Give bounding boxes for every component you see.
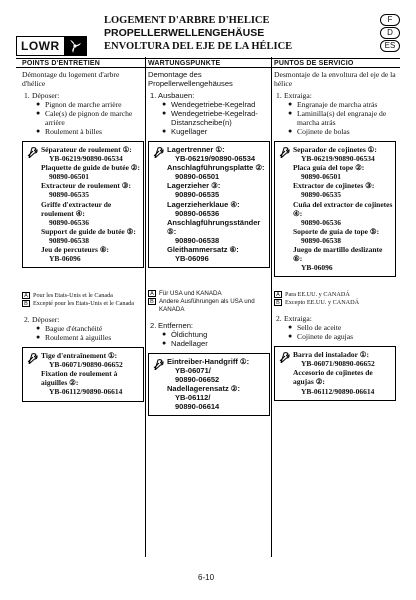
step-1: 1. Extraiga:	[276, 90, 312, 100]
list-item: ● Engranaje de marcha atrás	[288, 100, 378, 110]
note-item: A Für USA und KANADA	[148, 290, 270, 298]
column-heading-spanish: PUNTOS DE SERVICIO	[274, 60, 354, 67]
section-badge	[16, 36, 87, 56]
step-2: 2. Déposer:	[24, 314, 60, 324]
column-french	[22, 66, 144, 402]
column-spanish	[274, 66, 396, 401]
note-item: A Para EE.UU. y CANADÁ	[274, 291, 396, 299]
section-badge-label: LOWR	[21, 39, 60, 53]
parts-list	[288, 323, 396, 341]
list-item: ● Öldichtung	[162, 329, 208, 339]
tool-list: Tige d'entraînement ①: YB-06071/90890-06652 Fixation de roulement à aiguilles ②: YB-06112/90890-06614	[41, 351, 123, 397]
special-tool-box	[274, 141, 396, 277]
title-german: PROPELLERWELLENGEHÄUSE	[104, 27, 265, 39]
note-item: A Pour les Etats-Unis et le Canada	[22, 292, 144, 300]
step-2: 2. Entfernen:	[150, 320, 194, 330]
tool-list: Eintreiber-Handgriff ①: YB-06071/ 90890-06652 Nadellagerensatz ②: YB-06112/ 90890-06614	[167, 356, 250, 412]
column-divider	[271, 57, 272, 557]
tool-list: Lagertrenner ①: YB-06219/90890-06534 Anschlagführungsplatte ②: 90890-06501 Lagerzieher ③: 90890-06535 Lagerzieherklaue ④: 90890-06536 Anschlagführungsständer ⑤: 90890-06538 Gleithammersatz ⑥: YB-06096	[167, 145, 265, 264]
notes	[148, 290, 270, 313]
column-divider	[145, 57, 146, 557]
list-item: ● Sello de aceite	[288, 323, 342, 333]
special-tool-box	[148, 353, 270, 417]
parts-list	[36, 100, 144, 136]
language-tags	[380, 14, 400, 52]
special-tool-box	[148, 141, 270, 268]
wrench-icon	[23, 351, 41, 396]
subheading: Démontage du logement d'arbre d'hélice	[22, 70, 120, 89]
wrench-icon	[23, 145, 41, 263]
step-2: 2. Extraiga:	[276, 313, 312, 323]
step-1	[22, 91, 144, 100]
list-item: ● Pignon de marche arrière	[36, 100, 122, 110]
notes	[274, 291, 396, 307]
list-item: ● Wendegetriebe-Kegelrad-Distanzscheibe(n)	[162, 109, 258, 128]
page-number: 6-10	[198, 573, 215, 582]
list-item: ● Cojinete de agujas	[288, 332, 354, 342]
note-item: B Andere Ausführungen als USA und KANADA	[148, 298, 270, 314]
note-item: B Excepté pour les Etats-Unis et le Canada	[22, 300, 144, 308]
column-heading-german: WARTUNGSPUNKTE	[148, 60, 221, 67]
subheading: Demontage des Propellerwellengehäuses	[148, 70, 233, 89]
tool-list: Barra del instalador ①: YB-06071/90890-06652 Accesorio de cojinetes de agujas ②: YB-06112/90890-06614	[293, 350, 375, 396]
list-item: ● Roulement à billes	[36, 127, 102, 137]
list-item: ● Cojinete de bolas	[288, 127, 350, 137]
list-item: ● Nadellager	[162, 338, 208, 348]
language-tag-f: F	[380, 14, 400, 26]
special-tool-box	[22, 347, 144, 401]
step-1: 1. Ausbauen:	[150, 90, 195, 100]
title-french: LOGEMENT D'ARBRE D'HELICE	[104, 15, 270, 26]
column-german	[148, 66, 270, 416]
parts-list	[162, 330, 270, 348]
list-item: ● Wendegetriebe-Kegelrad	[162, 100, 256, 110]
language-tag-es: ES	[380, 40, 400, 52]
subheading: Desmontaje de la envoltura del eje de la hélice	[274, 70, 396, 89]
parts-list	[288, 100, 396, 136]
wrench-icon	[149, 357, 167, 412]
wrench-icon	[149, 145, 167, 263]
special-tool-box	[274, 346, 396, 400]
propeller-icon	[64, 37, 86, 55]
header-rule	[16, 58, 400, 59]
wrench-icon	[275, 350, 293, 395]
list-item: ● Cale(s) de pignon de marche arrière	[36, 109, 133, 128]
wrench-icon	[275, 145, 293, 272]
column-heading-french: POINTS D'ENTRETIEN	[22, 60, 100, 67]
note-item: B Excepto EE.UU. y CANADÁ	[274, 299, 396, 307]
step-label: Déposer:	[32, 90, 60, 100]
title-spanish: ENVOLTURA DEL EJE DE LA HÉLICE	[104, 41, 293, 52]
tool-list: Separador de cojinetes ①: YB-06219/90890-06534 Placa guía del tope ②: 90890-06501 Extractor de cojinetes ③: 90890-06535 Cuña del extractor de cojinetes ④: 90890-06536 Soporte de guía de tope ⑤: 90890-06538 Juego de martillo deslizante ⑥: YB-06096	[293, 145, 393, 273]
page-header	[16, 14, 400, 58]
list-item: ● Kugellager	[162, 127, 208, 137]
language-tag-d: D	[380, 27, 400, 39]
parts-list	[162, 100, 270, 136]
notes	[22, 292, 144, 308]
step-number: 1.	[24, 90, 30, 100]
parts-list	[36, 324, 144, 342]
tool-list: Séparateur de roulement ①: YB-06219/90890-06534 Plaquette de guide de butée ②: 90890-06501 Extracteur de roulement ③: 90890-06535 Griffe d'extracteur de roulement ④: 90890-06536 Support de guide de butée ⑤: 90890-06538 Jeu de percuteurs ⑥: YB-06096	[41, 145, 141, 264]
list-item: ● Bague d'étanchéité	[36, 324, 103, 334]
list-item: ● Roulement à aiguilles	[36, 333, 112, 343]
special-tool-box	[22, 141, 144, 268]
list-item: ● Laminilla(s) del engranaje de marcha atrás	[288, 109, 387, 128]
section-titles	[104, 14, 292, 53]
